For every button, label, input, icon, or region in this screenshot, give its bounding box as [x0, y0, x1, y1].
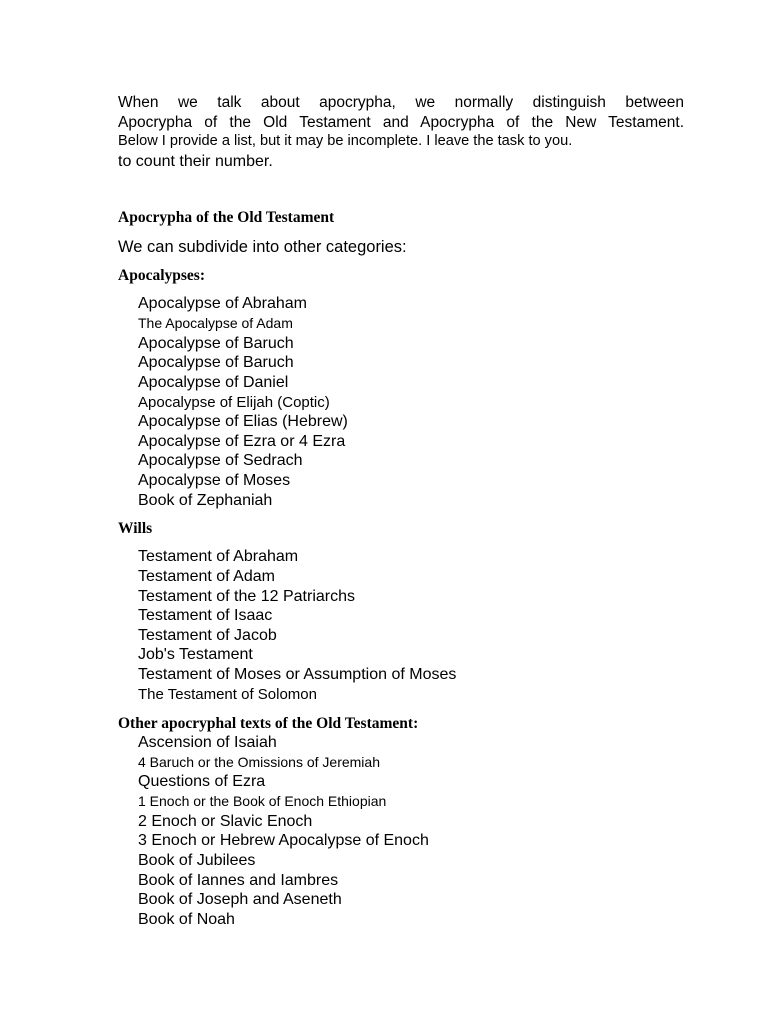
list-item: Apocalypse of Abraham [138, 295, 307, 312]
section-heading-other-apocryphal: Other apocryphal texts of the Old Testament: [118, 715, 419, 732]
list-item: Questions of Ezra [138, 773, 266, 790]
list-item: Apocalypse of Baruch [138, 354, 294, 371]
list-item: Apocalypse of Daniel [138, 374, 289, 391]
list-item: Apocalypse of Elijah (Coptic) [138, 394, 330, 411]
list-item: Book of Iannes and Iambres [138, 872, 339, 889]
list-item: 2 Enoch or Slavic Enoch [138, 813, 313, 830]
list-item: Book of Noah [138, 911, 235, 928]
list-item: Testament of Jacob [138, 627, 277, 644]
intro-line: Below I provide a list, but it may be incomplete. I leave the task to you. [118, 133, 573, 149]
list-item: Apocalypse of Baruch [138, 335, 294, 352]
list-item: Testament of Isaac [138, 607, 273, 624]
list-item: Apocalypse of Ezra or 4 Ezra [138, 433, 346, 450]
list-item: Testament of the 12 Patriarchs [138, 588, 355, 605]
list-item: The Apocalypse of Adam [138, 315, 293, 331]
list-item: The Testament of Solomon [138, 686, 317, 703]
list-item: Book of Zephaniah [138, 492, 273, 509]
section-heading-wills: Wills [118, 520, 153, 537]
list-item: Book of Jubilees [138, 852, 256, 869]
intro-line: When we talk about apocrypha, we normally distinguish between [118, 94, 684, 111]
list-item: Apocalypse of Moses [138, 472, 291, 489]
list-item: Job's Testament [138, 646, 253, 663]
list-item: Testament of Adam [138, 568, 275, 585]
list-item: Testament of Abraham [138, 548, 299, 565]
intro-line: to count their number. [118, 152, 273, 170]
list-item: Apocalypse of Elias (Hebrew) [138, 413, 348, 430]
list-item: Ascension of Isaiah [138, 734, 277, 751]
section-heading-old-testament: Apocrypha of the Old Testament [118, 209, 335, 226]
intro-line: Apocrypha of the Old Testament and Apocrypha of the New Testament. [118, 113, 684, 131]
list-item: Testament of Moses or Assumption of Moses [138, 666, 457, 683]
list-item: 4 Baruch or the Omissions of Jeremiah [138, 754, 380, 770]
subdivide-text: We can subdivide into other categories: [118, 238, 407, 256]
list-item: 1 Enoch or the Book of Enoch Ethiopian [138, 793, 387, 809]
list-item: Book of Joseph and Aseneth [138, 891, 342, 908]
list-item: Apocalypse of Sedrach [138, 452, 303, 469]
list-item: 3 Enoch or Hebrew Apocalypse of Enoch [138, 832, 429, 849]
section-heading-apocalypses: Apocalypses: [118, 267, 205, 284]
intro-paragraph [118, 93, 684, 171]
